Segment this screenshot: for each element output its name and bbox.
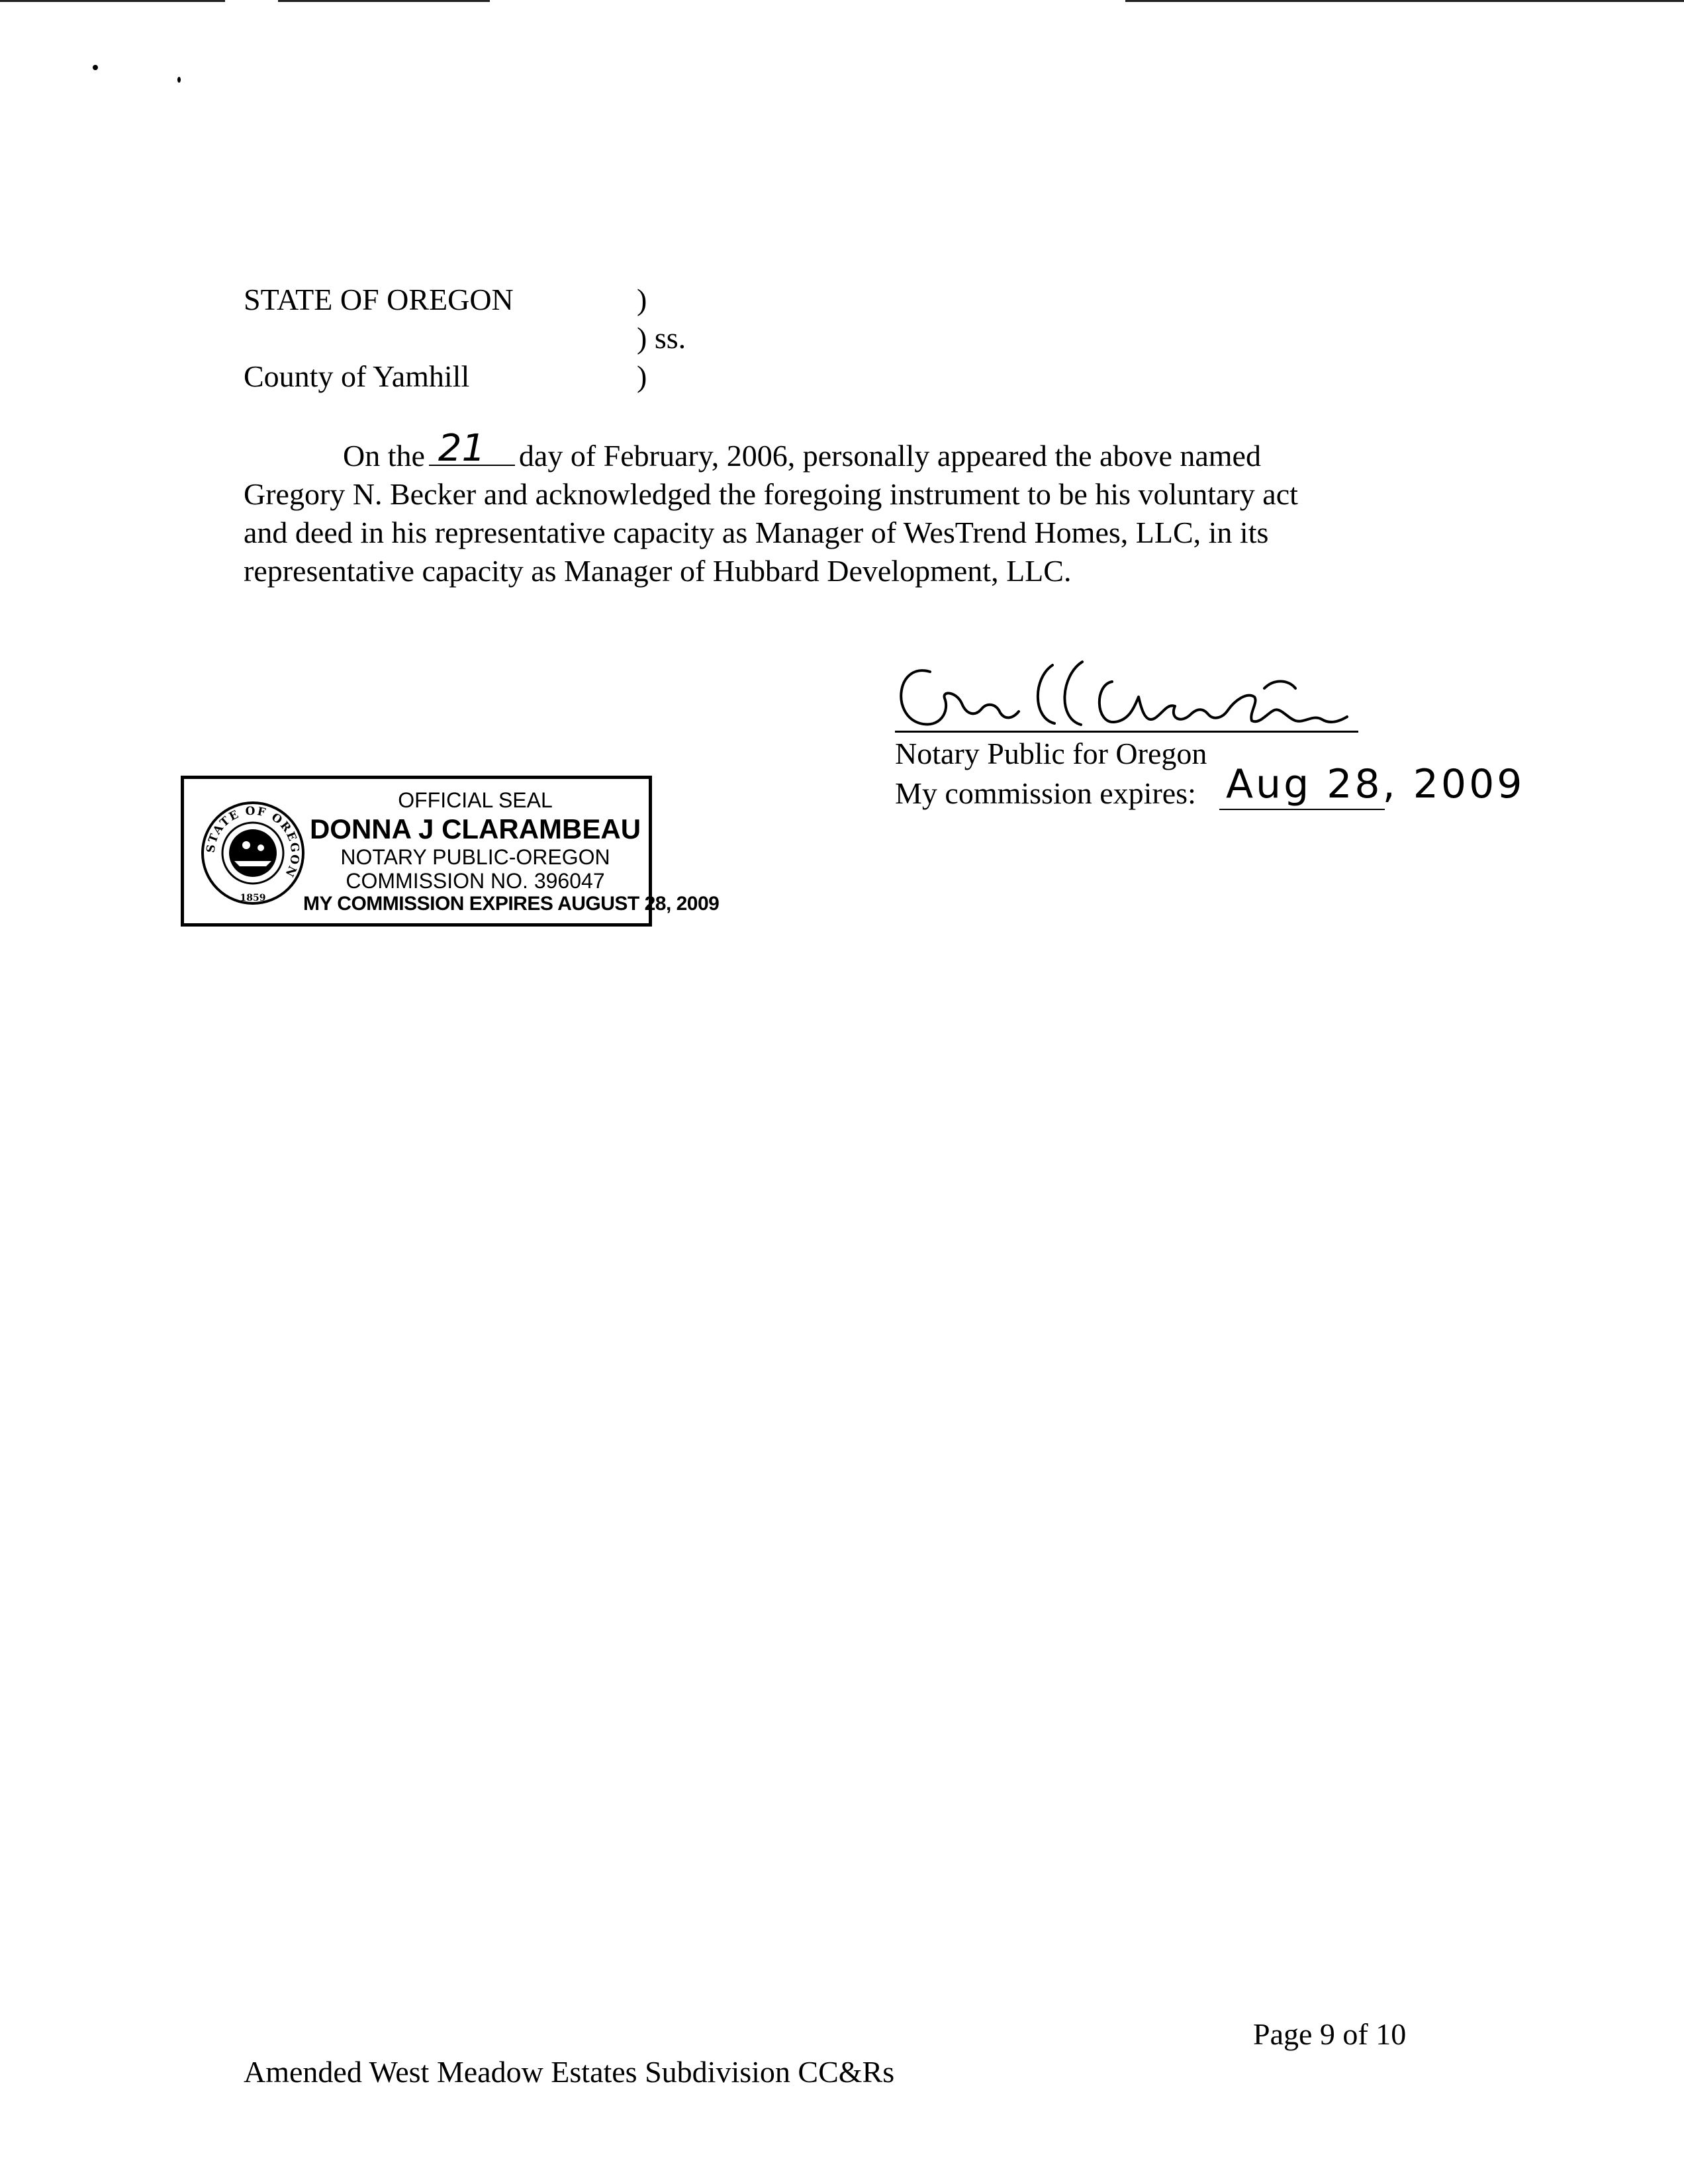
seal-name: DONNA J CLARAMBEAU bbox=[309, 813, 641, 844]
state-seal-emblem bbox=[200, 800, 306, 906]
seal-title: NOTARY PUBLIC-OREGON bbox=[340, 845, 610, 869]
day-handwritten: 21 bbox=[438, 427, 486, 470]
acknowledgment-line bbox=[244, 427, 1298, 475]
seal-expiry: MY COMMISSION EXPIRES AUGUST 28, 2009 bbox=[303, 893, 720, 915]
scan-edge-line bbox=[1125, 0, 1684, 2]
scan-edge-line bbox=[278, 0, 490, 2]
commission-label: My commission expires: bbox=[895, 776, 1196, 810]
seal-heading: OFFICIAL SEAL bbox=[398, 788, 553, 812]
venue-county: County of Yamhill bbox=[244, 359, 470, 393]
scan-edge-line bbox=[0, 0, 225, 2]
venue-paren: ) bbox=[637, 283, 647, 316]
signature-line bbox=[895, 731, 1358, 733]
official-seal-stamp bbox=[181, 776, 720, 927]
venue-state: STATE OF OREGON bbox=[244, 283, 514, 316]
notary-title: Notary Public for Oregon bbox=[895, 737, 1207, 770]
scan-speck bbox=[177, 77, 181, 83]
commission-handwritten: Aug 28, 2009 bbox=[1226, 761, 1525, 807]
acknowledgment-paragraph bbox=[244, 427, 1298, 590]
acknowledgment-line: and deed in his representative capacity as Manager of WesTrend Homes, LLC, in its bbox=[244, 516, 1269, 549]
emblem-ring-text: STATE OF OREGON bbox=[204, 804, 302, 880]
line-text: day of February, 2006, personally appeared the above named bbox=[518, 439, 1261, 473]
acknowledgment-line: representative capacity as Manager of Hubbard Development, LLC. bbox=[244, 554, 1072, 588]
line-text: On the bbox=[343, 439, 425, 473]
page-number: Page 9 of 10 bbox=[1253, 2017, 1407, 2051]
commission-line bbox=[1219, 809, 1385, 810]
venue-ss: ) ss. bbox=[637, 321, 686, 355]
emblem-year: 1859 bbox=[240, 893, 266, 903]
scan-speck bbox=[93, 65, 98, 70]
seal-commission-number: COMMISSION NO. 396047 bbox=[346, 869, 605, 893]
notary-signature bbox=[884, 652, 1360, 735]
acknowledgment-line: Gregory N. Becker and acknowledged the foregoing instrument to be his voluntary act bbox=[244, 477, 1298, 511]
venue-paren: ) bbox=[637, 359, 647, 393]
document-title: Amended West Meadow Estates Subdivision CC&Rs bbox=[244, 2055, 895, 2089]
day-blank bbox=[429, 427, 515, 470]
